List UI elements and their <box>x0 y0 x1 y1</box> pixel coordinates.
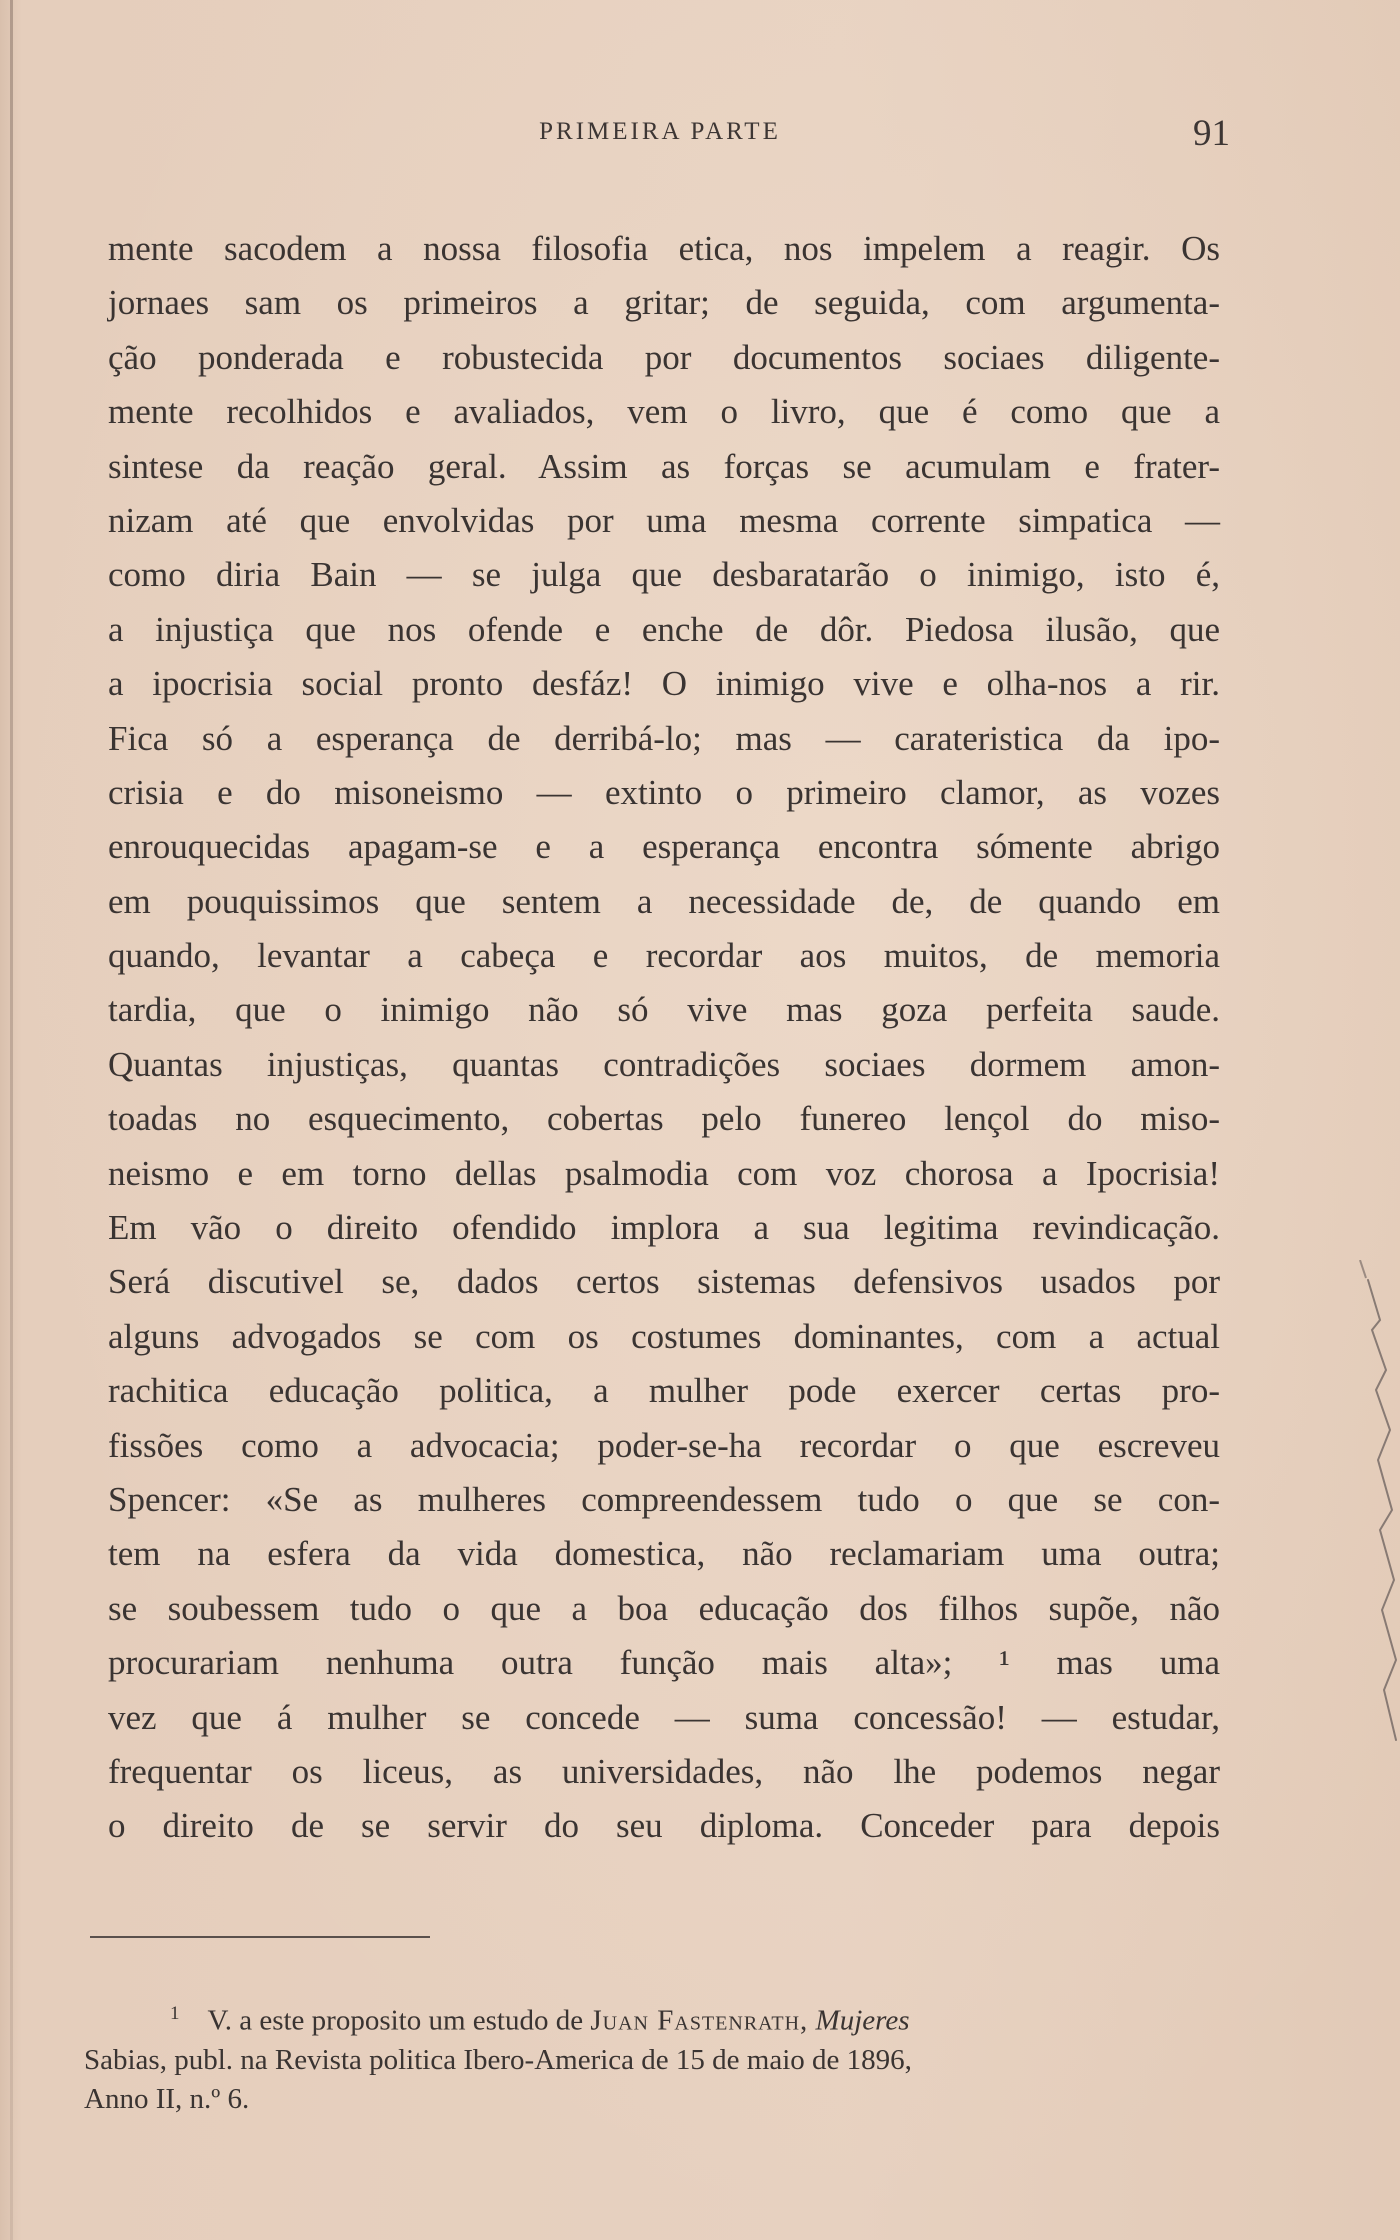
footnote-work-title: Mujeres <box>815 2004 910 2037</box>
body-line: Será discutivel se, dados certos sistemas defensivos usados por <box>108 1262 1220 1302</box>
pencil-margin-marks <box>1350 1260 1400 1800</box>
body-line: o direito de se servir do seu diploma. Conceder para depois <box>108 1806 1220 1846</box>
page-number: 91 <box>1193 113 1230 154</box>
body-line: rachitica educação politica, a mulher pode exercer certas pro- <box>108 1371 1220 1411</box>
body-line: frequentar os liceus, as universidades, não lhe podemos negar <box>108 1751 1220 1791</box>
footnote <box>84 1994 1204 2119</box>
body-line: em pouquissimos que sentem a necessidade de, de quando em <box>108 881 1220 921</box>
footnote-line <box>84 1994 1204 2041</box>
body-line: ção ponderada e robustecida por documentos sociaes diligente- <box>108 337 1220 377</box>
body-line: a ipocrisia social pronto desfáz! O inimigo vive e olha-nos a rir. <box>108 664 1220 704</box>
page-spine-edge <box>10 0 13 2240</box>
running-title: PRIMEIRA PARTE <box>539 118 781 145</box>
footnote-line: Anno II, n.º 6. <box>84 2082 250 2115</box>
body-line: como diria Bain — se julga que desbaratarão o inimigo, isto é, <box>108 555 1220 595</box>
footnote-text: V. a este proposito um estudo de <box>207 2004 584 2037</box>
body-line: tardia, que o inimigo não só vive mas goza perfeita saude. <box>108 990 1220 1030</box>
body-line: se soubessem tudo o que a boa educação dos filhos supõe, não <box>108 1588 1220 1628</box>
body-line: nizam até que envolvidas por uma mesma corrente simpatica — <box>108 500 1220 540</box>
body-line: alguns advogados se com os costumes dominantes, com a actual <box>108 1316 1220 1356</box>
body-line: toadas no esquecimento, cobertas pelo funereo lençol do miso- <box>108 1099 1220 1139</box>
body-line: crisia e do misoneismo — extinto o primeiro clamor, as vozes <box>108 772 1220 812</box>
body-line: jornaes sam os primeiros a gritar; de seguida, com argumenta- <box>108 283 1220 323</box>
body-line: Quantas injustiças, quantas contradições sociaes dormem amon- <box>108 1044 1220 1084</box>
body-line: fissões como a advocacia; poder-se-ha recordar o que escreveu <box>108 1425 1220 1465</box>
body-line: vez que á mulher se concede — suma concessão! — estudar, <box>108 1697 1220 1737</box>
body-line: Spencer: «Se as mulheres compreendessem tudo o que se con- <box>108 1479 1220 1519</box>
footnote-line: Sabias, publ. na Revista politica Ibero-America de 15 de maio de 1896, <box>84 2043 912 2076</box>
body-line: mente sacodem a nossa filosofia etica, nos impelem a reagir. Os <box>108 229 1220 268</box>
body-line: neismo e em torno dellas psalmodia com voz chorosa a Ipocrisia! <box>108 1153 1220 1193</box>
body-line: enrouquecidas apagam-se e a esperança encontra sómente abrigo <box>108 827 1220 867</box>
footnote-divider <box>90 1936 430 1938</box>
body-text <box>108 222 1220 1854</box>
body-line: quando, levantar a cabeça e recordar aos muitos, de memoria <box>108 936 1220 976</box>
footnote-marker: 1 <box>170 2003 180 2024</box>
body-line: sintese da reação geral. Assim as forças se acumulam e frater- <box>108 446 1220 486</box>
body-line: a injustiça que nos ofende e enche de dôr. Piedosa ilusão, que <box>108 609 1220 649</box>
body-line: mente recolhidos e avaliados, vem o livro, que é como que a <box>108 392 1220 432</box>
page-header <box>90 112 1230 162</box>
body-line: Em vão o direito ofendido implora a sua legitima revindicação. <box>108 1208 1220 1248</box>
footnote-author: Juan Fastenrath, <box>590 2004 809 2037</box>
body-line: tem na esfera da vida domestica, não reclamariam uma outra; <box>108 1534 1220 1574</box>
body-line: Fica só a esperança de derribá-lo; mas — carateristica da ipo- <box>108 718 1220 758</box>
body-line: procurariam nenhuma outra função mais alta»; ¹ mas uma <box>108 1643 1220 1683</box>
